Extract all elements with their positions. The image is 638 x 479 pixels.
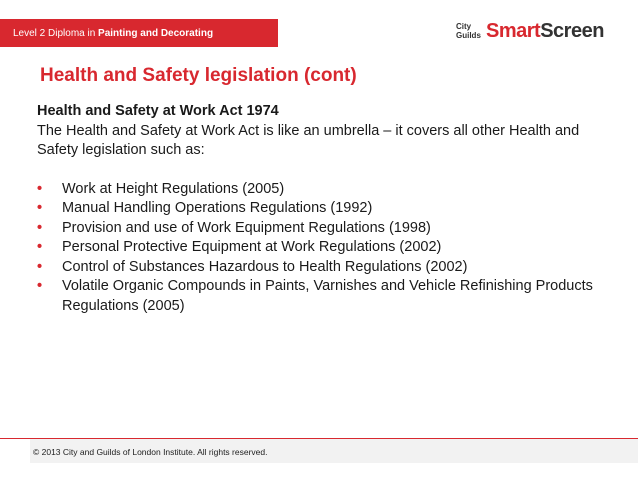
logo-guilds-text: Guilds [456,31,481,40]
list-item-text: Control of Substances Hazardous to Health Regulations (2002) [62,258,468,275]
list-item [37,219,617,239]
list-item-text: Provision and use of Work Equipment Regulations (1998) [62,219,431,236]
copyright-notice: © 2013 City and Guilds of London Institute. All rights reserved. [33,447,268,457]
legislation-list [37,180,617,317]
intro-paragraph: The Health and Safety at Work Act is like an umbrella – it covers all other Health and Safety legislation such as: [37,122,580,158]
list-item [37,258,617,278]
list-item [37,199,617,219]
footer-divider [0,438,638,439]
bullet-icon: • [37,180,43,197]
course-subject: Painting and Decorating [98,28,214,39]
slide-title: Health and Safety legislation (cont) [40,65,357,86]
logo-screen-text: Screen [540,20,604,42]
list-item-text: Personal Protective Equipment at Work Regulations (2002) [62,239,442,255]
city-guilds-logo [456,22,486,40]
bullet-icon: • [37,239,43,255]
logo-smart-text: Smart [486,20,541,42]
course-prefix: Level 2 Diploma in [13,28,96,39]
list-item [37,277,617,316]
bullet-icon: • [37,219,43,236]
list-item [37,180,617,200]
smartscreen-logo [456,21,606,43]
list-item [37,238,617,258]
smartscreen-wordmark [486,19,604,43]
list-item-text: Volatile Organic Compounds in Paints, Varnishes and Vehicle Refinishing Products Regulations (2005) [62,278,593,314]
bullet-icon: • [37,200,43,216]
slide-content [37,102,617,316]
bullet-icon: • [37,258,43,275]
logo-city-text: City [456,22,472,31]
list-item-text: Work at Height Regulations (2005) [62,180,285,197]
content-heading: Health and Safety at Work Act 1974 [37,103,279,119]
course-title [13,28,213,40]
list-item-text: Manual Handling Operations Regulations (1992) [62,200,373,216]
bullet-icon: • [37,278,43,294]
